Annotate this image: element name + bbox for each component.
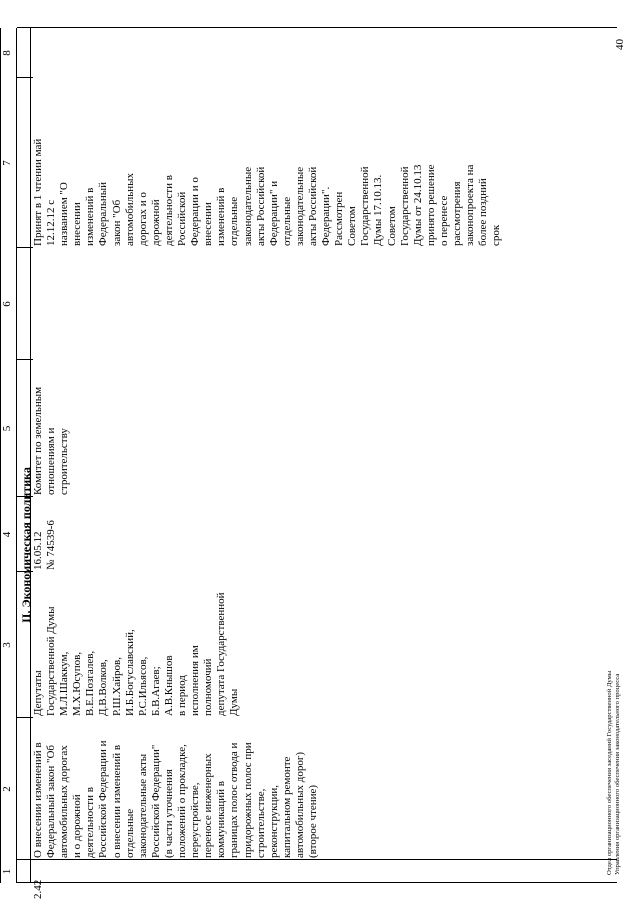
bill-reg-number: № 74539-6: [45, 520, 57, 570]
header-bottom-border: [16, 28, 17, 883]
row-number: 2.42: [32, 879, 44, 899]
column-border: [17, 27, 617, 28]
column-header-8: 8: [1, 50, 13, 56]
column-header-4: 4: [1, 531, 13, 538]
bill-authors: Депутаты Государственной Думы М.Л.Шаккум, М.Х.Юсупов, В.Е.Позгалев, Д.В.Волков, Р.Ш.Хайров, И.Б.Богуславский, Р.С.Ильясов, Б.В.Агаев; А.В.Кнышов в период исполнения им полномочий депутата Государственной Думы: [32, 592, 241, 716]
column-border: [17, 882, 617, 883]
column-header-2: 2: [1, 786, 13, 792]
responsible-committee: Комитет по земельным отношениям и строительству: [32, 386, 71, 495]
column-header-6: 6: [1, 301, 13, 307]
column-header-7: 7: [1, 160, 13, 166]
bill-title: О внесении изменений в Федеральный закон "Об автомобильных дорогах и о дорожной деятельности в Российской Федерации и о внесении изменений в отдельные законодательные акты Российской Федерации" (в части уточнения положений о прокладке, переустройстве, переносе инженерных коммуникаций в границах полос отвода и придорожных полос при строительстве, реконструкции, капитальном ремонте автомобильных дорог) (второе чтение): [32, 740, 319, 858]
bill-status: Принят в 1 чтении май 12.12.12 с названием "О внесении изменений в Федеральный закон "Об автомобильных дорогах и о дорожной деятельности в Российской Федерации и о внесении изменений в отдельные законодательные акты Российской Федерации" и отдельные законодательные акты Российской Федерации". Рассмотрен Советом Государственной Думы 17.10.13. Советом Государственной Думы от 24.10.13 принято решение о перенесе рассмотрения законопроекта на более поздний срок: [32, 138, 503, 246]
section-title: II. Экономическая политика: [19, 467, 33, 623]
bill-date: 16.05.12: [32, 531, 44, 570]
column-header-1: 1: [1, 868, 13, 875]
column-header-5: 5: [1, 425, 13, 432]
column-header-3: 3: [1, 642, 13, 648]
footer-department: Отдел организационного обеспечения заседаний Государственной Думы Управления организационного обеспечения законодательного процесса: [606, 670, 621, 875]
column-border: [17, 859, 617, 860]
page-number: 40: [614, 39, 626, 50]
